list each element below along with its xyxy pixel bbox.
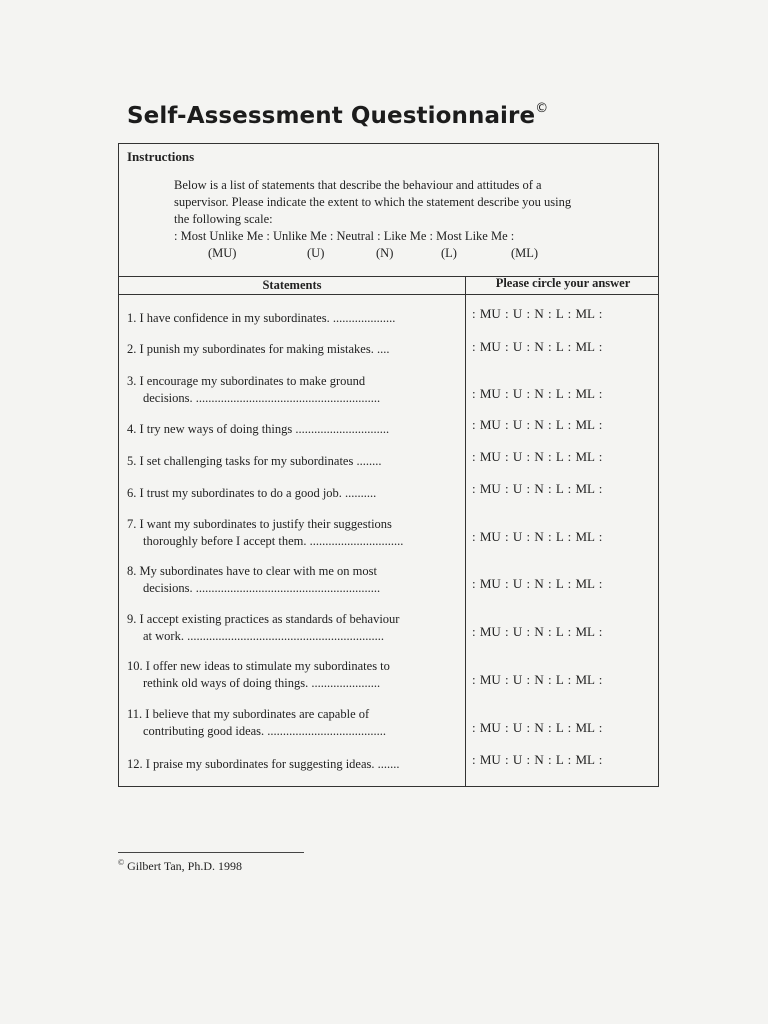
- answer-scale-3[interactable]: : MU : U : N : L : ML :: [472, 386, 603, 401]
- statement-text-continued: thoroughly before I accept them. ..............................: [143, 534, 404, 548]
- statement-7: [127, 516, 403, 550]
- title-text: Self-Assessment Questionnaire: [127, 103, 536, 129]
- answer-header: Please circle your answer: [495, 276, 631, 290]
- scale-abbr-u: (U): [307, 246, 325, 260]
- statement-4: [127, 421, 389, 438]
- statement-text: 8. My subordinates have to clear with me on most: [127, 564, 377, 578]
- scale-labels: : Most Unlike Me : Unlike Me : Neutral : Like Me : Most Like Me :: [174, 229, 515, 243]
- statement-8: [127, 563, 380, 597]
- table-header: [119, 277, 658, 295]
- answer-scale-2[interactable]: : MU : U : N : L : ML :: [472, 339, 603, 354]
- answer-scale-5[interactable]: : MU : U : N : L : ML :: [472, 449, 603, 464]
- statement-text: 12. I praise my subordinates for suggesting ideas. .......: [127, 757, 400, 771]
- statement-6: [127, 485, 376, 502]
- footnote-rule: [118, 852, 304, 853]
- answer-scale-8[interactable]: : MU : U : N : L : ML :: [472, 576, 603, 591]
- instructions-line: Below is a list of statements that describe the behaviour and attitudes of a: [174, 178, 542, 192]
- statement-text: 7. I want my subordinates to justify their suggestions: [127, 517, 392, 531]
- column-divider: [465, 277, 466, 787]
- statement-2: [127, 341, 389, 358]
- footnote: [118, 858, 242, 874]
- scale-abbr-ml: (ML): [511, 246, 539, 260]
- scale-abbr-n: (N): [376, 246, 394, 260]
- instructions-line: the following scale:: [174, 212, 273, 226]
- statement-text-continued: decisions. ...........................................................: [143, 391, 381, 405]
- statement-text: 5. I set challenging tasks for my subordinates ........: [127, 454, 382, 468]
- answer-scale-11[interactable]: : MU : U : N : L : ML :: [472, 720, 603, 735]
- statement-11: [127, 706, 386, 740]
- footnote-mark: ©: [118, 858, 125, 867]
- answer-scale-10[interactable]: : MU : U : N : L : ML :: [472, 672, 603, 687]
- instructions-line: supervisor. Please indicate the extent to which the statement describe you using: [174, 195, 572, 209]
- scale-abbr-mu: (MU): [208, 246, 237, 260]
- scale-abbr-l: (L): [441, 246, 457, 260]
- statement-text: 3. I encourage my subordinates to make ground: [127, 374, 366, 388]
- statement-text: 4. I try new ways of doing things ..............................: [127, 422, 390, 436]
- statements-header: Statements: [262, 278, 322, 292]
- statement-text: 6. I trust my subordinates to do a good job. ..........: [127, 486, 377, 500]
- answer-scale-7[interactable]: : MU : U : N : L : ML :: [472, 529, 603, 544]
- statement-text-continued: rethink old ways of doing things. ......................: [143, 676, 381, 690]
- answer-scale-9[interactable]: : MU : U : N : L : ML :: [472, 624, 603, 639]
- statement-5: [127, 453, 381, 470]
- statement-text-continued: at work. ...............................................................: [143, 629, 384, 643]
- page-title: [127, 103, 548, 129]
- statement-10: [127, 658, 390, 692]
- copyright-mark: ©: [535, 101, 549, 116]
- answer-scale-4[interactable]: : MU : U : N : L : ML :: [472, 417, 603, 432]
- footnote-text: Gilbert Tan, Ph.D. 1998: [127, 859, 243, 873]
- answer-scale-6[interactable]: : MU : U : N : L : ML :: [472, 481, 603, 496]
- statement-text: 1. I have confidence in my subordinates. ....................: [127, 311, 396, 325]
- statement-9: [127, 611, 399, 645]
- statement-12: [127, 756, 400, 773]
- statement-1: [127, 310, 395, 327]
- statement-3: [127, 373, 380, 407]
- statement-text: 10. I offer new ideas to stimulate my subordinates to: [127, 659, 390, 673]
- statement-text: 2. I punish my subordinates for making mistakes. ....: [127, 342, 390, 356]
- questionnaire-frame: [118, 143, 659, 787]
- statement-text-continued: contributing good ideas. ......................................: [143, 724, 387, 738]
- statement-text: 11. I believe that my subordinates are capable of: [127, 707, 370, 721]
- answer-scale-12[interactable]: : MU : U : N : L : ML :: [472, 752, 603, 767]
- statement-text: 9. I accept existing practices as standards of behaviour: [127, 612, 400, 626]
- statement-text-continued: decisions. ...........................................................: [143, 581, 381, 595]
- instructions-heading: Instructions: [127, 149, 195, 164]
- answer-scale-1[interactable]: : MU : U : N : L : ML :: [472, 306, 603, 321]
- instructions-box: [119, 144, 658, 277]
